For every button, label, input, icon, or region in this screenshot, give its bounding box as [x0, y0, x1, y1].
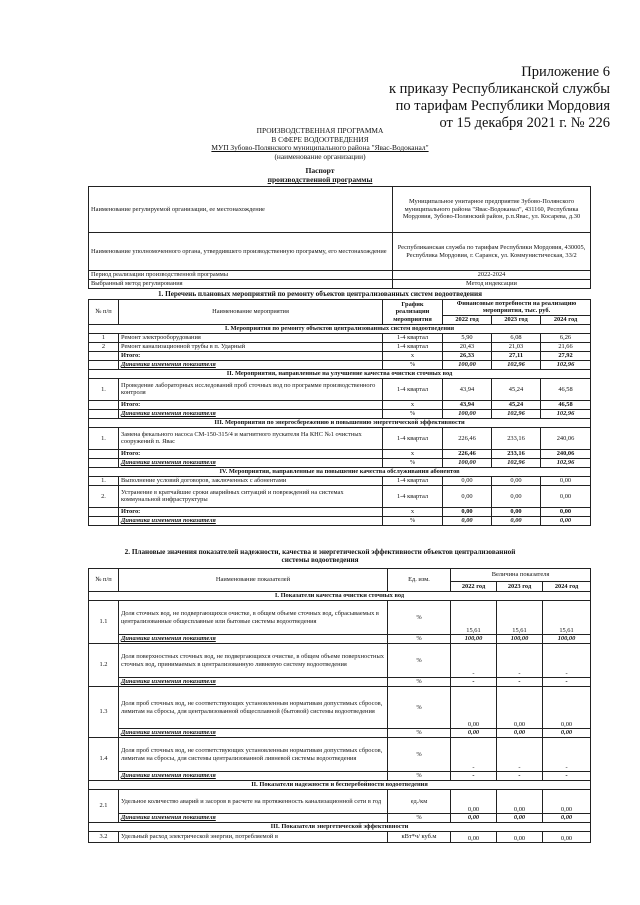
section2-title — [0, 548, 640, 565]
year-2022-header: 2022 год — [451, 582, 497, 592]
row-name: Доля сточных вод, не подвергающихся очистке, в общем объеме сточных вод, сбрасываемых в централизованные общесплавные или бытовые системы водоотведения — [119, 601, 388, 635]
table-row — [89, 342, 591, 351]
row-value-2024: 46,58 — [541, 378, 591, 400]
row-num: 1. — [89, 427, 119, 449]
row-unit: % — [388, 738, 451, 772]
group-title: IV. Мероприятия, направленные на повышение качества обслуживания абонентов — [89, 467, 591, 476]
group-header-row — [89, 369, 591, 378]
dyn-value-2022: 100,00 — [451, 635, 497, 644]
dynamics-row — [89, 458, 591, 467]
empty-cell — [89, 409, 119, 418]
empty-cell — [89, 400, 119, 409]
passport-value: 2022-2024 — [393, 271, 591, 280]
passport-row — [89, 280, 591, 289]
passport-label: Период реализации производственной программы — [89, 271, 393, 280]
total-unit: х — [383, 351, 443, 360]
row-name: Удельный расход электрической энергии, потребляемой в — [119, 832, 388, 843]
group-header-row — [89, 418, 591, 427]
row-value-2024: 0,00 — [543, 832, 591, 843]
col-name-header: Наименование показателей — [119, 569, 388, 592]
passport-label: Наименование регулируемой организации, ее местонахождение — [89, 187, 393, 233]
dyn-value-2024: 102,96 — [541, 409, 591, 418]
dyn-value-2022: 100,00 — [443, 458, 492, 467]
dynamics-row — [89, 678, 591, 687]
row-num: 1.2 — [89, 644, 119, 687]
row-name: Выполнение условий договоров, заключенных с абонентами — [119, 476, 383, 485]
dyn-value-2024: 100,00 — [543, 635, 591, 644]
table-head-row — [89, 300, 591, 316]
row-value-2022: - — [451, 644, 497, 678]
program-org: МУП Зубово-Полянского муниципального района "Явас-Водоканал" — [211, 143, 429, 153]
empty-cell — [89, 516, 119, 525]
row-value-2022: 0,00 — [443, 476, 492, 485]
total-value-2022: 226,46 — [443, 449, 492, 458]
table-row — [89, 427, 591, 449]
row-value-2023: - — [497, 644, 543, 678]
dynamics-row — [89, 814, 591, 823]
dyn-unit: % — [388, 772, 451, 781]
row-name: Замена фекального насоса СМ-150-315/4 и магнитного пускателя На КНС №1 очистных сооружений п. Явас — [119, 427, 383, 449]
passport-row — [89, 187, 591, 233]
passport-label: Выбранный метод регулирования — [89, 280, 393, 289]
total-row — [89, 351, 591, 360]
row-name: Доля поверхностных сточных вод, не подвергающихся очистке, в общем объеме поверхностных сточных вод, принимаемых в централизованную ливневую систему водоотведения — [119, 644, 388, 678]
dyn-value-2022: 0,00 — [451, 814, 497, 823]
row-value-2022: 226,46 — [443, 427, 492, 449]
dyn-value-2022: - — [451, 678, 497, 687]
row-value-2024: 0,00 — [543, 790, 591, 814]
group-header-row — [89, 324, 591, 333]
row-schedule: 1-4 квартал — [383, 485, 443, 507]
year-2024-header: 2024 год — [543, 582, 591, 592]
program-org-caption: (наименование организации) — [274, 151, 366, 161]
section1-title: 1. Перечень плановых мероприятий по ремонту объектов централизованных систем водоотведения — [157, 290, 483, 298]
table-row — [89, 790, 591, 814]
dyn-value-2023: 0,00 — [497, 814, 543, 823]
program-title: ПРОИЗВОДСТВЕННАЯ ПРОГРАММА — [256, 126, 384, 135]
col-num-header: № п/п — [89, 300, 119, 325]
total-label: Итого: — [119, 351, 383, 360]
row-name: Проведение лабораторных исследований проб сточных вод по программе производственного контроля — [119, 378, 383, 400]
row-value-2023: 0,00 — [497, 687, 543, 729]
dyn-label: Динамика изменения показателя — [119, 772, 388, 781]
row-value-2024: 0,00 — [543, 687, 591, 729]
measures-table — [88, 299, 591, 526]
passport-title-block — [0, 166, 640, 184]
row-num: 2. — [89, 485, 119, 507]
dyn-value-2024: 0,00 — [541, 516, 591, 525]
total-value-2022: 43,94 — [443, 400, 492, 409]
dyn-label: Динамика изменения показателя — [119, 360, 383, 369]
row-schedule: 1-4 квартал — [383, 342, 443, 351]
row-unit: % — [388, 601, 451, 635]
year-2023-header: 2023 год — [492, 315, 541, 324]
group-title: III. Показатели энергетической эффективности — [89, 823, 591, 832]
row-name: Доля проб сточных вод, не соответствующих установленным нормативам допустимых сбросов, лимитам на сбросы, для централизованной общесплавной (бытовой) системы водоотведения — [119, 687, 388, 729]
row-value-2023: 233,16 — [492, 427, 541, 449]
empty-cell — [89, 458, 119, 467]
row-value-2023: 21,03 — [492, 342, 541, 351]
year-2024-header: 2024 год — [541, 315, 591, 324]
row-value-2023: 0,00 — [497, 790, 543, 814]
row-value-2024: 6,26 — [541, 333, 591, 342]
row-value-2023: 0,00 — [497, 832, 543, 843]
total-unit: х — [383, 507, 443, 516]
empty-cell — [89, 449, 119, 458]
section2-title-line1: 2. Плановые значения показателей надежности, качества и энергетической эффективности объектов централизованной — [124, 548, 516, 556]
passport-subtitle: производственной программы — [267, 175, 373, 184]
row-value-2022: 15,61 — [451, 601, 497, 635]
appendix-line-1: Приложение 6 — [521, 64, 610, 80]
row-schedule: 1-4 квартал — [383, 476, 443, 485]
row-unit: % — [388, 644, 451, 678]
section2-title-line2: системы водоотведения — [281, 556, 359, 565]
col-num-header: № п/п — [89, 569, 119, 592]
group-title: I. Мероприятия по ремонту объектов централизованных систем водоотведения — [89, 324, 591, 333]
row-num: 1. — [89, 476, 119, 485]
dyn-unit: % — [388, 814, 451, 823]
table-row — [89, 378, 591, 400]
dyn-unit: % — [383, 360, 443, 369]
dyn-value-2023: - — [497, 678, 543, 687]
row-value-2024: - — [543, 738, 591, 772]
total-value-2023: 0,00 — [492, 507, 541, 516]
row-value-2024: - — [543, 644, 591, 678]
row-num: 1.1 — [89, 601, 119, 644]
table-row — [89, 832, 591, 843]
dyn-value-2022: 100,00 — [443, 409, 492, 418]
row-num: 2.1 — [89, 790, 119, 823]
row-value-2023: 0,00 — [492, 476, 541, 485]
total-label: Итого: — [119, 449, 383, 458]
dyn-value-2023: 102,96 — [492, 360, 541, 369]
dyn-unit: % — [388, 729, 451, 738]
col-schedule-header: График реализации мероприятия — [383, 300, 443, 325]
row-num: 1 — [89, 333, 119, 342]
dyn-label: Динамика изменения показателя — [119, 516, 383, 525]
appendix-header — [300, 64, 610, 132]
row-value-2024: 0,00 — [541, 485, 591, 507]
table-row — [89, 333, 591, 342]
dyn-unit: % — [383, 516, 443, 525]
row-unit: ед./км — [388, 790, 451, 814]
row-unit: % — [388, 687, 451, 729]
year-2023-header: 2023 год — [497, 582, 543, 592]
dyn-label: Динамика изменения показателя — [119, 729, 388, 738]
col-value-header: Величина показателя — [451, 569, 591, 582]
total-value-2024: 46,58 — [541, 400, 591, 409]
row-value-2022: 0,00 — [451, 687, 497, 729]
row-value-2023: 45,24 — [492, 378, 541, 400]
dyn-value-2023: 100,00 — [497, 635, 543, 644]
row-value-2023: 15,61 — [497, 601, 543, 635]
dynamics-row — [89, 409, 591, 418]
row-value-2022: 0,00 — [443, 485, 492, 507]
dynamics-row — [89, 635, 591, 644]
row-num: 3.2 — [89, 832, 119, 843]
dyn-value-2022: - — [451, 772, 497, 781]
appendix-line-3: по тарифам Республики Мордовия — [395, 98, 610, 114]
total-value-2023: 27,11 — [492, 351, 541, 360]
total-unit: х — [383, 400, 443, 409]
dyn-value-2022: 0,00 — [451, 729, 497, 738]
total-unit: х — [383, 449, 443, 458]
dyn-value-2023: 0,00 — [497, 729, 543, 738]
row-value-2024: 0,00 — [541, 476, 591, 485]
row-value-2022: 5,90 — [443, 333, 492, 342]
group-header-row — [89, 592, 591, 601]
table-head-row — [89, 569, 591, 582]
dyn-value-2022: 0,00 — [443, 516, 492, 525]
dynamics-row — [89, 516, 591, 525]
total-value-2022: 0,00 — [443, 507, 492, 516]
row-schedule: 1-4 квартал — [383, 333, 443, 342]
group-title: II. Мероприятия, направленные на улучшение качества очистки сточных вод — [89, 369, 591, 378]
appendix-line-4: от 15 декабря 2021 г. № 226 — [439, 115, 610, 131]
dyn-value-2023: 102,96 — [492, 409, 541, 418]
col-name-header: Наименование мероприятия — [119, 300, 383, 325]
dyn-value-2024: 102,96 — [541, 360, 591, 369]
group-header-row — [89, 823, 591, 832]
dyn-unit: % — [383, 458, 443, 467]
total-label: Итого: — [119, 507, 383, 516]
row-value-2024: 15,61 — [543, 601, 591, 635]
row-schedule: 1-4 квартал — [383, 427, 443, 449]
dyn-unit: % — [388, 635, 451, 644]
dyn-value-2022: 100,00 — [443, 360, 492, 369]
dyn-value-2024: 0,00 — [543, 729, 591, 738]
dynamics-row — [89, 729, 591, 738]
table-row — [89, 601, 591, 635]
dyn-unit: % — [388, 678, 451, 687]
row-name: Доля проб сточных вод, не соответствующих установленным нормативам допустимых сбросов, лимитам на сбросы, для системы централизованной ливневой системы водоотведения — [119, 738, 388, 772]
passport-value: Муниципальное унитарное предприятие Зубово-Полянского муниципального района "Явас-Водоканал", 431160, Республика Мордовия, Зубово-Полянский район, р.п.Явас, ул. Косарева, д.30 — [393, 187, 591, 233]
table-row — [89, 687, 591, 729]
row-name: Устранение в кратчайшие сроки аварийных ситуаций и повреждений на системах коммунальной инфраструктуры — [119, 485, 383, 507]
total-row — [89, 449, 591, 458]
dyn-label: Динамика изменения показателя — [119, 458, 383, 467]
total-value-2022: 26,33 — [443, 351, 492, 360]
col-fin-header: Финансовые потребности на реализацию мероприятия, тыс. руб. — [443, 300, 591, 316]
table-row — [89, 738, 591, 772]
row-name: Удельное количество аварий и засоров в расчете на протяженность канализационной сети в год — [119, 790, 388, 814]
row-value-2024: 21,66 — [541, 342, 591, 351]
year-2022-header: 2022 год — [443, 315, 492, 324]
program-subtitle: В СФЕРЕ ВОДООТВЕДЕНИЯ — [271, 134, 369, 144]
row-value-2023: - — [497, 738, 543, 772]
passport-row — [89, 233, 591, 271]
empty-cell — [89, 507, 119, 516]
passport-label: Наименование уполномоченного органа, утвердившего производственную программу, его местонахождение — [89, 233, 393, 271]
dyn-value-2023: 0,00 — [492, 516, 541, 525]
row-num: 1.3 — [89, 687, 119, 738]
row-value-2023: 0,00 — [492, 485, 541, 507]
row-num: 1. — [89, 378, 119, 400]
passport-value: Метод индексации — [393, 280, 591, 289]
group-header-row — [89, 467, 591, 476]
dyn-value-2023: - — [497, 772, 543, 781]
dynamics-row — [89, 360, 591, 369]
dyn-value-2024: - — [543, 772, 591, 781]
group-title: III. Мероприятия по энергосбережению и повышению энергетической эффективности — [89, 418, 591, 427]
dyn-value-2024: 0,00 — [543, 814, 591, 823]
row-value-2022: - — [451, 738, 497, 772]
total-value-2023: 45,24 — [492, 400, 541, 409]
dyn-label: Динамика изменения показателя — [119, 814, 388, 823]
dyn-unit: % — [383, 409, 443, 418]
row-num: 2 — [89, 342, 119, 351]
row-value-2022: 0,00 — [451, 790, 497, 814]
passport-title: Паспорт — [305, 166, 335, 175]
dynamics-row — [89, 772, 591, 781]
dyn-label: Динамика изменения показателя — [119, 409, 383, 418]
col-unit-header: Ед. изм. — [388, 569, 451, 592]
total-row — [89, 507, 591, 516]
row-value-2022: 20,43 — [443, 342, 492, 351]
row-schedule: 1-4 квартал — [383, 378, 443, 400]
total-value-2024: 0,00 — [541, 507, 591, 516]
dyn-label: Динамика изменения показателя — [119, 635, 388, 644]
total-label: Итого: — [119, 400, 383, 409]
dyn-value-2023: 102,96 — [492, 458, 541, 467]
empty-cell — [89, 351, 119, 360]
total-value-2024: 27,92 — [541, 351, 591, 360]
dyn-label: Динамика изменения показателя — [119, 678, 388, 687]
row-value-2022: 43,94 — [443, 378, 492, 400]
total-value-2023: 233,16 — [492, 449, 541, 458]
empty-cell — [89, 360, 119, 369]
row-value-2023: 6,08 — [492, 333, 541, 342]
passport-value: Республиканская служба по тарифам Республики Мордовия, 430005, Республика Мордовия, г. Саранск, ул. Коммунистическая, 33/2 — [393, 233, 591, 271]
passport-table — [88, 186, 591, 289]
table-row — [89, 485, 591, 507]
group-header-row — [89, 781, 591, 790]
table-row — [89, 644, 591, 678]
row-unit: кВт*ч/ куб.м — [388, 832, 451, 843]
appendix-line-2: к приказу Республиканской службы — [388, 81, 610, 97]
row-value-2022: 0,00 — [451, 832, 497, 843]
row-num: 1.4 — [89, 738, 119, 781]
program-header — [0, 127, 640, 161]
group-title: II. Показатели надежности и бесперебойности водоотведения — [89, 781, 591, 790]
group-title: I. Показатели качества очистки сточных вод — [89, 592, 591, 601]
dyn-value-2024: 102,96 — [541, 458, 591, 467]
row-value-2024: 240,06 — [541, 427, 591, 449]
row-name: Ремонт электрооборудования — [119, 333, 383, 342]
total-value-2024: 240,06 — [541, 449, 591, 458]
passport-row — [89, 271, 591, 280]
total-row — [89, 400, 591, 409]
table-row — [89, 476, 591, 485]
row-name: Ремонт канализационной трубы в п. Ударный — [119, 342, 383, 351]
indicators-table — [88, 568, 591, 843]
dyn-value-2024: - — [543, 678, 591, 687]
